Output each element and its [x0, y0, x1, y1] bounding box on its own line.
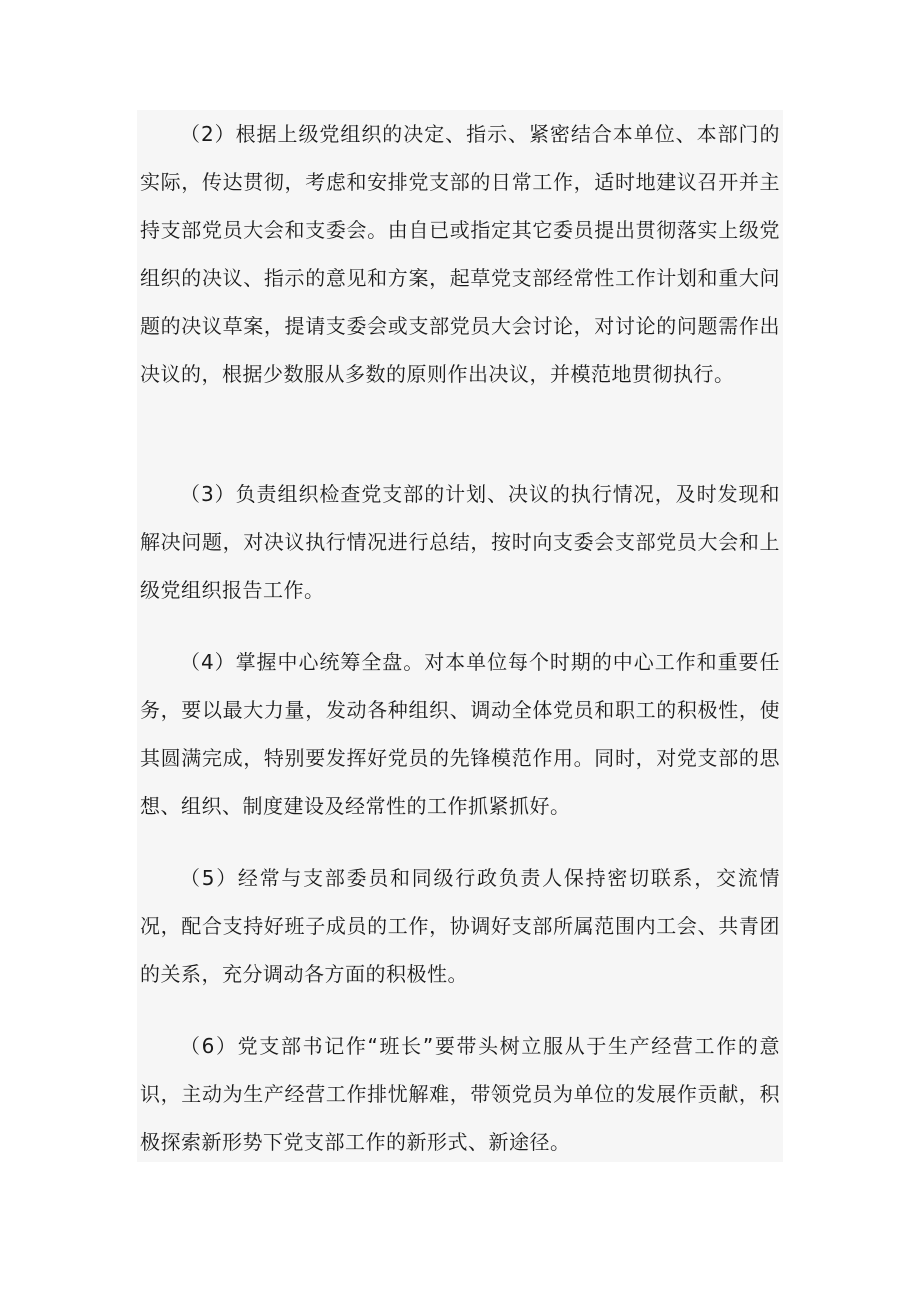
- paragraph-item-2: （2）根据上级党组织的决定、指示、紧密结合本单位、本部门的实际，传达贯彻，考虑和安排党支部的日常工作，适时地建议召开并主持支部党员大会和支委会。由自已或指定其它委员提出贯彻落实上级党组织的决议、指示的意见和方案，起草党支部经常性工作计划和重大问题的决议草案，提请支委会或支部党员大会讨论，对讨论的问题需作出决议的，根据少数服从多数的原则作出决议，并模范地贯彻执行。: [140, 122, 780, 386]
- paragraph-item-5: （5）经常与支部委员和同级行政负责人保持密切联系，交流情况，配合支持好班子成员的工作，协调好支部所属范围内工会、共青团的关系，充分调动各方面的积极性。: [140, 866, 780, 986]
- paragraph-item-3: （3）负责组织检查党支部的计划、决议的执行情况，及时发现和解决问题，对决议执行情况进行总结，按时向支委会支部党员大会和上级党组织报告工作。: [140, 482, 780, 602]
- paragraph-item-6: （6）党支部书记作“班长”要带头树立服从于生产经营工作的意识，主动为生产经营工作排忧解难，带领党员为单位的发展作贡献，积极探索新形势下党支部工作的新形式、新途径。: [140, 1034, 780, 1154]
- paragraph-item-4: （4）掌握中心统筹全盘。对本单位每个时期的中心工作和重要任务，要以最大力量，发动各种组织、调动全体党员和职工的积极性，使其圆满完成，特别要发挥好党员的先锋模范作用。同时，对党支部的思想、组织、制度建设及经常性的工作抓紧抓好。: [140, 650, 780, 818]
